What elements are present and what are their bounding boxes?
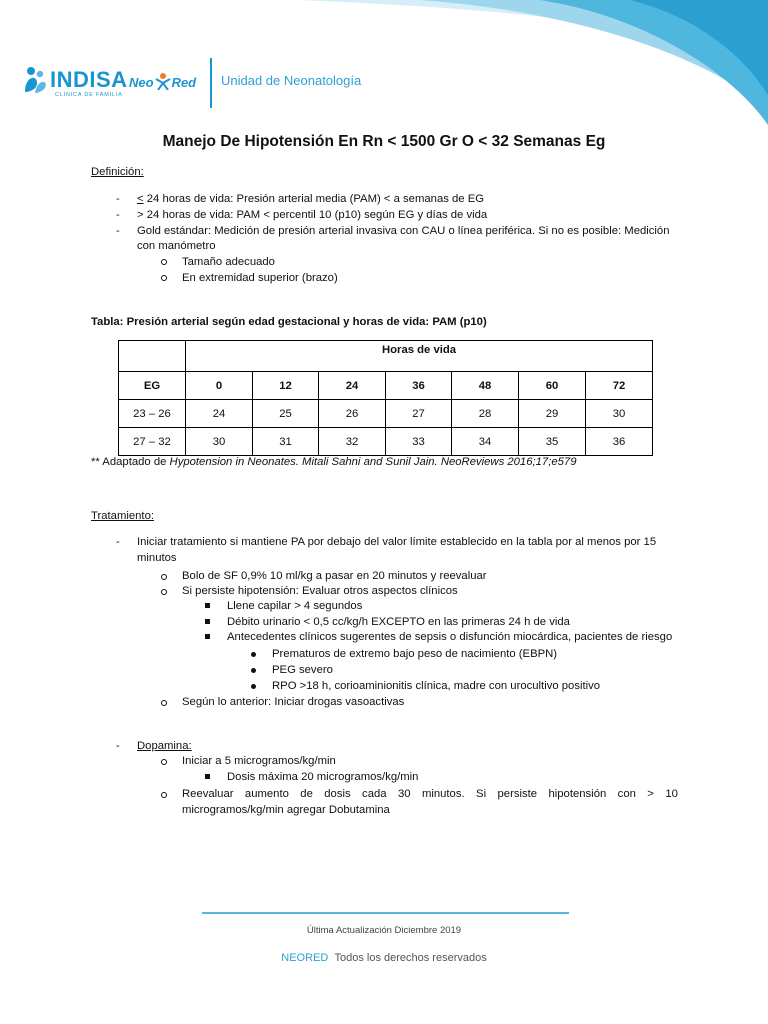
definition-item-1: < 24 horas de vida: Presión arterial media (PAM) < a semanas de EG bbox=[137, 193, 485, 205]
table-column-header: 72 bbox=[586, 372, 653, 400]
unit-name: Unidad de Neonatología bbox=[221, 73, 362, 88]
table-header-row bbox=[119, 341, 653, 372]
table-cell: 26 bbox=[319, 400, 386, 428]
dash-bullet: - bbox=[116, 536, 120, 548]
table-cell: 30 bbox=[186, 428, 253, 456]
definition-item-3: Gold estándar: Medición de presión arterial invasiva con CAU o línea periférica. Si no es posible: Medición bbox=[137, 225, 670, 237]
definition-subitem-1: Tamaño adecuado bbox=[182, 256, 275, 268]
criteria-antecedentes: Antecedentes clínicos sugerentes de sepsis o disfunción miocárdica, pacientes de riesgo bbox=[227, 631, 673, 643]
circle-bullet-icon bbox=[161, 589, 167, 595]
dopamine-iniciar: Iniciar a 5 microgramos/kg/min bbox=[182, 755, 336, 767]
table-column-header: 48 bbox=[452, 372, 519, 400]
table-cell: 31 bbox=[253, 428, 319, 456]
table-cell: 25 bbox=[253, 400, 319, 428]
treatment-bolo: Bolo de SF 0,9% 10 ml/kg a pasar en 20 minutos y reevaluar bbox=[182, 570, 487, 582]
dopamine-reevaluar: Reevaluar aumento de dosis cada 30 minutos. Si persiste hipotensión con > 10 bbox=[182, 788, 678, 800]
dopamine-reevaluar-cont: microgramos/kg/min agregar Dobutamina bbox=[182, 804, 390, 816]
dash-bullet: - bbox=[116, 740, 120, 752]
square-bullet-icon bbox=[205, 619, 210, 624]
dot-bullet-icon bbox=[251, 684, 256, 689]
table-column-header: 36 bbox=[386, 372, 452, 400]
table-cell: 29 bbox=[519, 400, 586, 428]
treatment-item-1: Iniciar tratamiento si mantiene PA por debajo del valor límite establecido en la tabla por al menos por 15 bbox=[137, 536, 657, 548]
square-bullet-icon bbox=[205, 603, 210, 608]
treatment-segun: Según lo anterior: Iniciar drogas vasoactivas bbox=[182, 696, 405, 708]
page-title: Manejo De Hipotensión En Rn < 1500 Gr O < 32 Semanas Eg bbox=[162, 133, 606, 150]
table-empty-cell bbox=[119, 341, 186, 372]
table-cell: 32 bbox=[319, 428, 386, 456]
circle-bullet-icon bbox=[161, 259, 167, 265]
table-group-header: Horas de vida bbox=[186, 341, 653, 372]
circle-bullet-icon bbox=[161, 792, 167, 798]
table-cell: 35 bbox=[519, 428, 586, 456]
last-updated: Última Actualización Diciembre 2019 bbox=[306, 925, 462, 936]
table-cell: 24 bbox=[186, 400, 253, 428]
table-column-header: 12 bbox=[253, 372, 319, 400]
table-column-header: 0 bbox=[186, 372, 253, 400]
table-cell: 23 – 26 bbox=[119, 400, 186, 428]
treatment-persiste: Si persiste hipotensión: Evaluar otros aspectos clínicos bbox=[182, 585, 458, 597]
square-bullet-icon bbox=[205, 634, 210, 639]
brand-subtitle: CLÍNICA DE FAMILIA bbox=[55, 92, 123, 98]
circle-bullet-icon bbox=[161, 574, 167, 580]
brand-name: INDISA bbox=[50, 67, 128, 92]
definition-heading: Definición: bbox=[91, 166, 144, 178]
square-bullet-icon bbox=[205, 774, 210, 779]
table-column-header: 24 bbox=[319, 372, 386, 400]
circle-bullet-icon bbox=[161, 759, 167, 765]
table-column-header: EG bbox=[119, 372, 186, 400]
table-cell: 27 bbox=[386, 400, 452, 428]
treatment-heading: Tratamiento: bbox=[91, 510, 154, 522]
definition-subitem-2: En extremidad superior (brazo) bbox=[182, 272, 338, 284]
header-wave-decoration bbox=[0, 0, 768, 130]
treatment-item-1-cont: minutos bbox=[137, 552, 177, 564]
table-source-note: ** Adaptado de Hypotension in Neonates. Mitali Sahni and Sunil Jain. NeoReviews 2016;17;e579 bbox=[91, 456, 577, 468]
criteria-llene: Llene capilar > 4 segundos bbox=[227, 600, 363, 612]
table-caption: Tabla: Presión arterial según edad gestacional y horas de vida: PAM (p10) bbox=[91, 316, 487, 328]
dopamine-heading: Dopamina: bbox=[137, 740, 192, 752]
table-cell: 34 bbox=[452, 428, 519, 456]
dot-bullet-icon bbox=[251, 652, 256, 657]
baby-figure-icon bbox=[155, 72, 171, 90]
risk-item-2: PEG severo bbox=[272, 664, 333, 676]
table-cell: 30 bbox=[586, 400, 653, 428]
header-divider bbox=[210, 58, 212, 108]
dash-bullet: - bbox=[116, 225, 120, 237]
footer-rights: NEORED Todos los derechos reservados bbox=[281, 952, 487, 964]
dot-bullet-icon bbox=[251, 668, 256, 673]
dash-bullet: - bbox=[116, 209, 120, 221]
risk-item-3: RPO >18 h, corioaminionitis clínica, madre con urocultivo positivo bbox=[272, 680, 601, 692]
pam-table bbox=[118, 340, 653, 456]
risk-item-1: Prematuros de extremo bajo peso de nacimiento (EBPN) bbox=[272, 648, 558, 660]
table-cell: 33 bbox=[386, 428, 452, 456]
dopamine-dosis: Dosis máxima 20 microgramos/kg/min bbox=[227, 771, 419, 783]
table-cell: 28 bbox=[452, 400, 519, 428]
table-row bbox=[119, 428, 653, 456]
definition-item-2: > 24 horas de vida: PAM < percentil 10 (p10) según EG y días de vida bbox=[137, 209, 488, 221]
circle-bullet-icon bbox=[161, 275, 167, 281]
definition-item-3-cont: con manómetro bbox=[137, 240, 216, 252]
indisa-logo-icon bbox=[22, 64, 50, 96]
neored-logo: Neo Red bbox=[129, 72, 196, 90]
criteria-debito: Débito urinario < 0,5 cc/kg/h EXCEPTO en las primeras 24 h de vida bbox=[227, 616, 570, 628]
circle-bullet-icon bbox=[161, 700, 167, 706]
table-cell: 36 bbox=[586, 428, 653, 456]
table-row bbox=[119, 400, 653, 428]
footer-divider bbox=[202, 912, 569, 914]
dash-bullet: - bbox=[116, 193, 120, 205]
table-cell: 27 – 32 bbox=[119, 428, 186, 456]
table-header-row bbox=[119, 372, 653, 400]
table-column-header: 60 bbox=[519, 372, 586, 400]
